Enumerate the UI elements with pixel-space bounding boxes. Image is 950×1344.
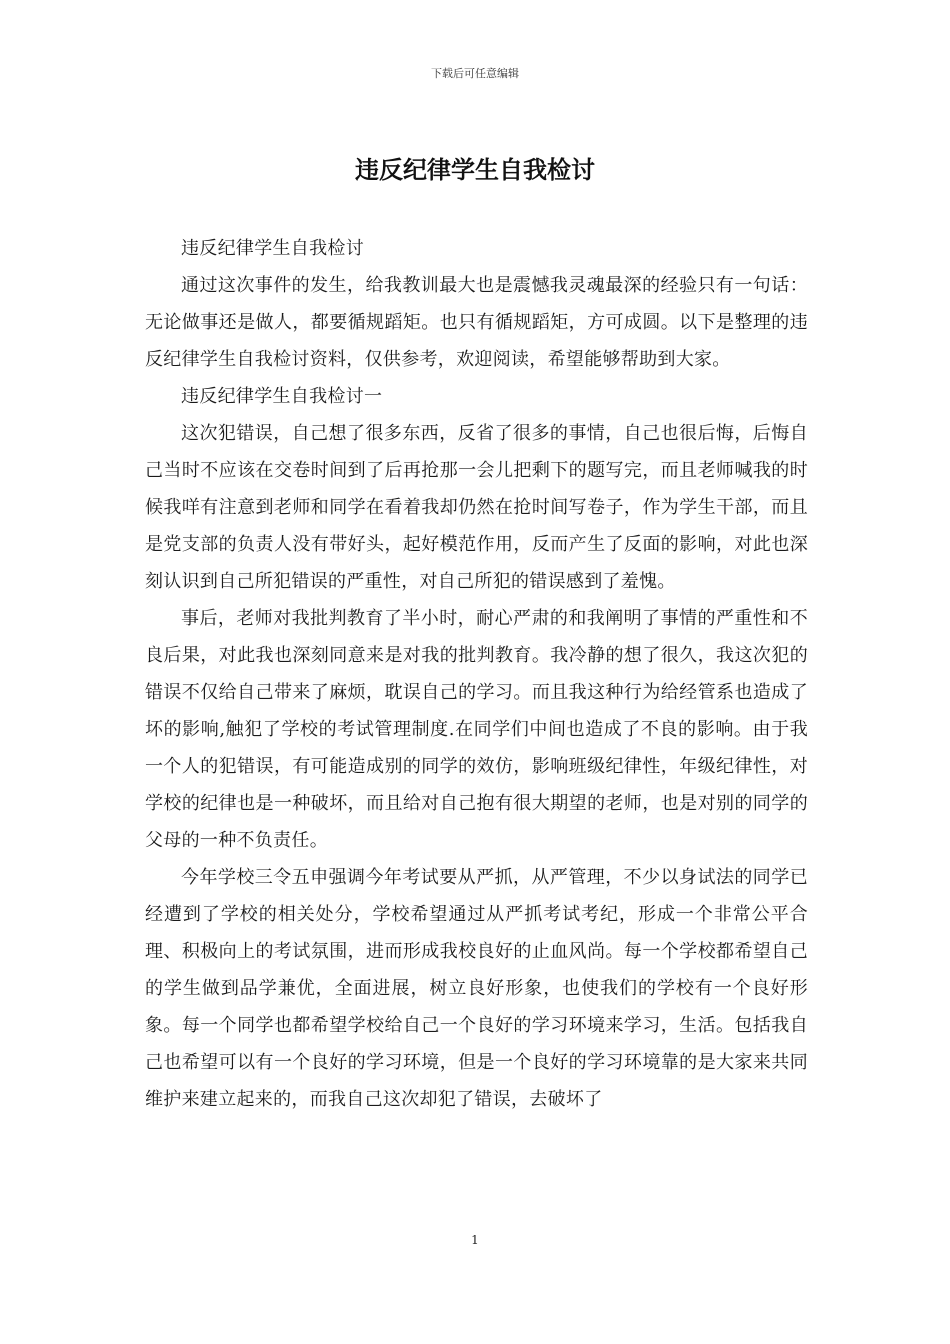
page-header: 下载后可任意编辑 xyxy=(431,67,519,80)
paragraph-intro: 通过这次事件的发生，给我教训最大也是震憾我灵魂最深的经验只有一句话：无论做事还是做人，都要循规蹈矩。也只有循规蹈矩，方可成圆。以下是整理的违反纪律学生自我检讨资料，仅供参考，欢迎阅读，希望能够帮助到大家。 xyxy=(145,275,808,370)
page-number: 1 xyxy=(471,1233,479,1247)
document-title: 违反纪律学生自我检讨 xyxy=(355,156,595,184)
paragraph-body-3: 今年学校三令五申强调今年考试要从严抓，从严管理，不少以身试法的同学已经遭到了学校的相关处分，学校希望通过从严抓考试考纪，形成一个非常公平合理、积极向上的考试氛围，进而形成我校良好的止血风尚。每一个学校都希望自己的学生做到品学兼优，全面进展，树立良好形象，也使我们的学校有一个良好形象。每一个同学也都希望学校给自己一个良好的学习环境来学习，生活。包括我自己也希望可以有一个良好的学习环境，但是一个良好的学习环境靠的是大家来共同维护来建立起来的，而我自己这次却犯了错误，去破坏了 xyxy=(145,867,808,1110)
paragraph-body-2: 事后，老师对我批判教育了半小时，耐心严肃的和我阐明了事情的严重性和不良后果，对此我也深刻同意来是对我的批判教育。我冷静的想了很久，我这次犯的错误不仅给自己带来了麻烦，耽误自己的学习。而且我这种行为给经管系也造成了坏的影响,触犯了学校的考试管理制度.在同学们中间也造成了不良的影响。由于我一个人的犯错误，有可能造成别的同学的效仿，影响班级纪律性，年级纪律性，对学校的纪律也是一种破坏，而且给对自己抱有很大期望的老师，也是对别的同学的父母的一种不负责任。 xyxy=(145,608,808,851)
document-body xyxy=(145,230,808,1118)
paragraph-section-heading: 违反纪律学生自我检讨一 xyxy=(181,386,383,407)
paragraph-subtitle: 违反纪律学生自我检讨 xyxy=(181,238,364,259)
paragraph-body-1: 这次犯错误，自己想了很多东西，反省了很多的事情，自己也很后悔，后悔自己当时不应该在交卷时间到了后再抢那一会儿把剩下的题写完，而且老师喊我的时候我咩有注意到老师和同学在看着我却仍然在抢时间写卷子，作为学生干部，而且是党支部的负责人没有带好头，起好模范作用，反而产生了反面的影响，对此也深刻认识到自己所犯错误的严重性，对自己所犯的错误感到了羞愧。 xyxy=(145,423,808,592)
